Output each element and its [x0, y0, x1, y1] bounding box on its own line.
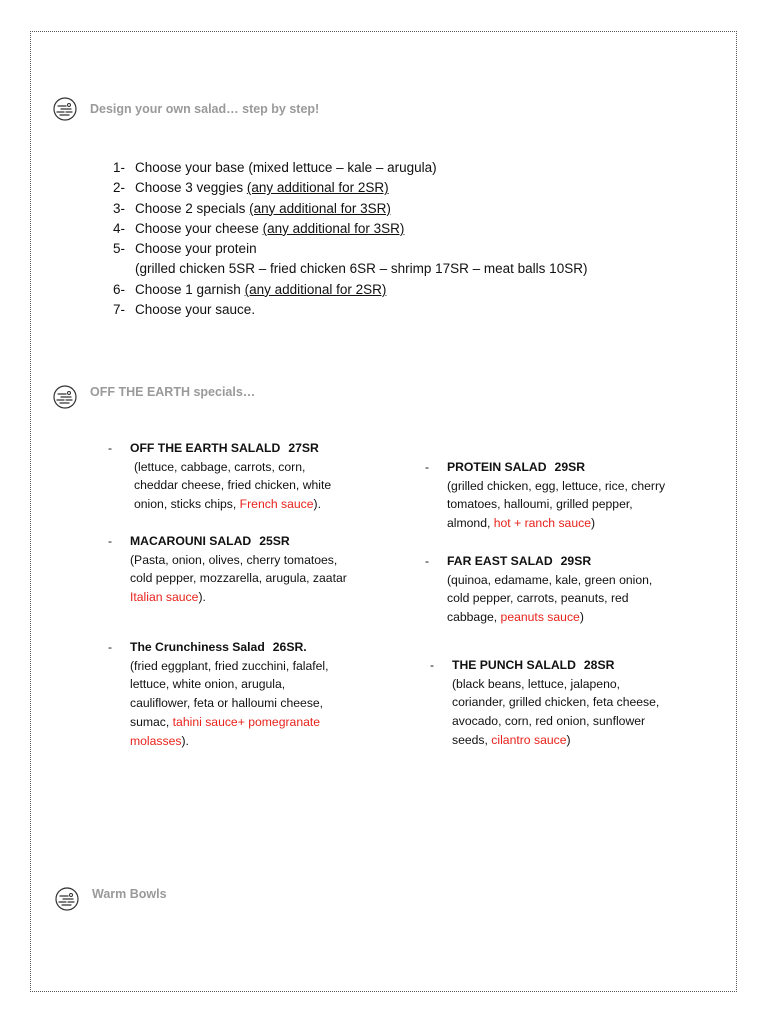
item-name: THE PUNCH SALALD	[452, 658, 576, 672]
desc-line: (fried eggplant, fried zucchini, falafel,	[130, 658, 329, 673]
salad-bowl-icon	[54, 886, 80, 912]
special-item-crunchiness	[108, 638, 329, 750]
item-price: 25SR	[259, 534, 290, 548]
item-description	[130, 657, 329, 751]
item-dash: -	[108, 441, 113, 455]
item-sauce: peanuts sauce	[500, 610, 580, 625]
step-item	[113, 158, 587, 178]
desc-line: onion, sticks chips,	[134, 497, 240, 512]
item-name: The Crunchiness Salad	[130, 640, 265, 654]
item-sauce: tahini sauce+ pomegranate	[172, 714, 321, 729]
desc-end: )	[590, 516, 596, 531]
desc-line: cabbage,	[447, 610, 501, 625]
step-item	[113, 300, 587, 320]
special-item-macarouni	[108, 532, 347, 607]
desc-line: cold pepper, carrots, peanuts, red	[447, 591, 629, 606]
step-continuation	[113, 259, 587, 279]
special-item-far-east	[425, 552, 653, 627]
item-dash: -	[425, 460, 430, 474]
item-sauce: French sauce	[239, 497, 314, 512]
step-number: 6-	[113, 281, 126, 297]
section-design	[52, 96, 319, 122]
desc-end: )	[579, 610, 584, 625]
item-title	[130, 638, 329, 657]
desc-end: ).	[181, 733, 189, 748]
item-description	[447, 477, 665, 533]
desc-line: seeds,	[452, 732, 492, 747]
step-item	[113, 178, 587, 198]
step-item	[113, 219, 587, 239]
item-price: 28SR	[583, 658, 615, 672]
desc-end: )	[566, 732, 571, 747]
item-description	[452, 675, 659, 750]
item-description	[130, 458, 331, 514]
item-price: 29SR	[560, 554, 592, 568]
step-text: Choose 1 garnish	[135, 281, 241, 297]
step-text: Choose your base (mixed lettuce – kale – arugula)	[135, 160, 437, 175]
step-extra: (any additional for 3SR)	[262, 220, 405, 236]
salad-bowl-icon	[52, 384, 78, 410]
step-item	[113, 239, 587, 259]
step-extra: (any additional for 3SR)	[249, 200, 391, 216]
desc-line: (grilled chicken, egg, lettuce, rice, cherry	[447, 478, 666, 493]
item-description	[447, 571, 652, 627]
desc-line: tomatoes, halloumi, grilled pepper,	[447, 497, 633, 512]
step-text: Choose your protein	[135, 241, 257, 257]
item-title	[130, 532, 347, 551]
desc-line: avocado, corn, red onion, sunflower	[452, 714, 646, 729]
step-extra: (any additional for 2SR)	[246, 180, 389, 196]
item-sauce: Italian sauce	[130, 590, 199, 605]
step-number: 2-	[113, 180, 126, 196]
item-sauce: molasses	[130, 733, 182, 748]
step-number: 3-	[113, 200, 126, 216]
section-title-specials: OFF THE EARTH specials…	[90, 385, 256, 399]
step-text: Choose your sauce.	[135, 302, 256, 318]
section-specials	[52, 384, 255, 410]
desc-line: coriander, grilled chicken, feta cheese,	[452, 695, 660, 710]
item-sauce: cilantro sauce	[491, 732, 567, 747]
step-text: Choose your cheese	[135, 220, 259, 236]
step-text: Choose 3 veggies	[135, 180, 244, 196]
step-number: 4-	[113, 220, 126, 236]
item-price: 29SR	[554, 460, 586, 474]
item-dash: -	[430, 658, 435, 672]
step-item	[113, 199, 587, 219]
desc-line: (black beans, lettuce, jalapeno,	[452, 676, 621, 691]
desc-line: (Pasta, onion, olives, cherry tomatoes,	[130, 552, 338, 567]
item-title	[447, 458, 665, 477]
item-title	[452, 656, 659, 675]
step-number: 5-	[113, 241, 126, 257]
item-title	[447, 552, 652, 571]
item-dash: -	[108, 534, 113, 548]
desc-line: (lettuce, cabbage, carrots, corn,	[134, 459, 306, 474]
step-number: 1-	[113, 160, 126, 175]
desc-line: almond,	[447, 516, 494, 531]
step-number: 7-	[113, 302, 126, 318]
step-text: (grilled chicken 5SR – fried chicken 6SR – shrimp 17SR – meat balls 10SR)	[135, 261, 588, 277]
special-item-punch	[430, 656, 660, 750]
desc-line: cheddar cheese, fried chicken, white	[134, 478, 332, 493]
item-description	[130, 551, 347, 607]
item-name: PROTEIN SALAD	[447, 460, 547, 474]
desc-end: ).	[198, 590, 206, 605]
step-text: Choose 2 specials	[135, 200, 246, 216]
step-extra: (any additional for 2SR)	[244, 281, 387, 297]
salad-bowl-icon	[52, 96, 78, 122]
item-price: 27SR	[288, 441, 319, 455]
item-title	[130, 439, 331, 458]
desc-line: cold pepper, mozzarella, arugula, zaatar	[130, 571, 347, 586]
item-dash: -	[108, 640, 113, 654]
special-item-off-the-earth	[108, 439, 332, 514]
item-name: MACAROUNI SALAD	[130, 534, 252, 548]
desc-line: cauliflower, feta or halloumi cheese,	[130, 696, 324, 711]
special-item-protein	[425, 458, 666, 533]
desc-line: (quinoa, edamame, kale, green onion,	[447, 572, 653, 587]
desc-line: lettuce, white onion, arugula,	[130, 677, 286, 692]
step-item	[113, 280, 587, 300]
desc-end: ).	[313, 497, 321, 512]
section-warm-bowls	[54, 886, 167, 912]
item-name: FAR EAST SALAD	[447, 554, 553, 568]
item-price: 26SR.	[272, 640, 307, 654]
section-title-design: Design your own salad… step by step!	[90, 102, 320, 116]
desc-line: sumac,	[130, 714, 173, 729]
section-title-warm: Warm Bowls	[92, 887, 167, 901]
steps-list	[113, 158, 587, 320]
item-dash: -	[425, 554, 430, 568]
item-name: OFF THE EARTH SALALD	[130, 441, 281, 455]
item-sauce: hot + ranch sauce	[493, 516, 591, 531]
